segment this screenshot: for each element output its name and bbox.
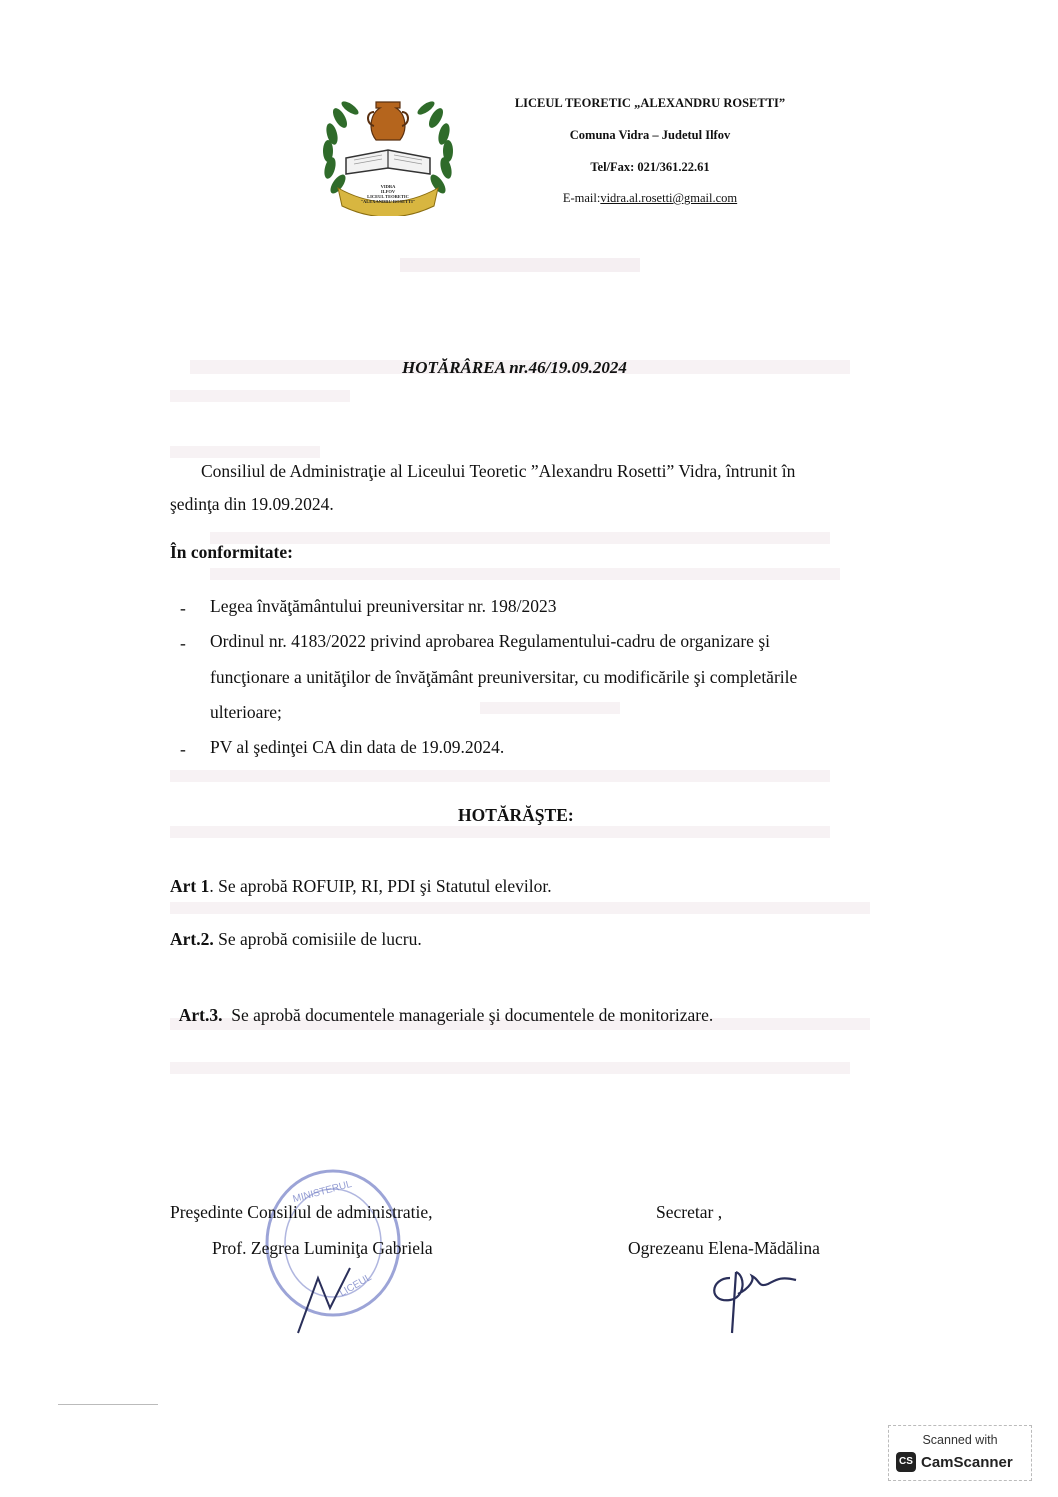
list-item-continuation: ulterioare;: [210, 702, 282, 722]
camscanner-brand: CamScanner: [921, 1453, 1013, 1471]
decides-heading: HOTĂRĂŞTE:: [458, 805, 574, 825]
secretary-role: Secretar ,: [656, 1202, 723, 1222]
president-role: Preşedinte Consiliul de administratie,: [170, 1202, 433, 1222]
list-item: Legea învăţământului preuniversitar nr. 198/2023: [210, 596, 557, 616]
scan-artifact: [58, 1404, 158, 1405]
decision-title: HOTĂRÂREA nr.46/19.09.2024: [402, 358, 627, 377]
article-2: [170, 929, 422, 950]
school-telfax: Tel/Fax: 021/361.22.61: [590, 160, 710, 174]
article-text: Se aprobă documentele manageriale şi documentele de monitorizare.: [222, 1005, 714, 1025]
logo-ribbon-line2: ILFOV: [380, 189, 396, 194]
intro-line-1: Consiliul de Administraţie al Liceului Teoretic ”Alexandru Rosetti” Vidra, întrunit în: [201, 461, 796, 481]
school-locality: Comuna Vidra – Judetul Ilfov: [569, 128, 731, 142]
list-item: PV al şedinţei CA din data de 19.09.2024.: [210, 737, 505, 757]
school-email: [490, 191, 810, 206]
article-text: . Se aprobă ROFUIP, RI, PDI şi Statutul elevilor.: [209, 876, 552, 896]
intro-line-2: şedinţa din 19.09.2024.: [170, 494, 334, 514]
email-label: E-mail:: [562, 191, 601, 205]
logo-ribbon-line4: "ALEXANDRU ROSETTI": [360, 199, 416, 204]
secretary-name: Ogrezeanu Elena-Mădălina: [628, 1238, 820, 1258]
svg-text:LICEUL: LICEUL: [337, 1272, 374, 1300]
email-link[interactable]: vidra.al.rosetti@gmail.com: [600, 191, 738, 205]
camscanner-watermark: [888, 1425, 1032, 1481]
conformity-heading: În conformitate:: [170, 542, 293, 562]
article-3: [170, 984, 713, 1026]
article-label: Art.3.: [178, 1005, 223, 1025]
article-1: [170, 876, 552, 897]
article-label: Art 1: [170, 876, 210, 896]
school-name: LICEUL TEORETIC „ALEXANDRU ROSETTI”: [514, 96, 786, 110]
svg-text:MINISTERUL: MINISTERUL: [291, 1178, 354, 1206]
logo-ribbon-line3: LICEUL TEORETIC: [367, 194, 409, 199]
secretary-signature: [700, 1258, 810, 1338]
logo-ribbon-line1: VIDRA: [380, 184, 396, 189]
article-label: Art.2.: [170, 929, 214, 949]
list-item: Ordinul nr. 4183/2022 privind aprobarea Regulamentului-cadru de organizare şi: [210, 631, 770, 651]
list-item-continuation: funcţionare a unităţilor de învăţământ preuniversitar, cu modificările şi completările: [210, 667, 798, 687]
president-name: Prof. Zegrea Luminiţa Gabriela: [212, 1238, 433, 1258]
scanned-with-label: Scanned with: [922, 1433, 998, 1447]
article-text: Se aprobă comisiile de lucru.: [213, 929, 422, 949]
camscanner-logo-icon: CS: [896, 1452, 916, 1472]
school-logo: [318, 88, 458, 216]
